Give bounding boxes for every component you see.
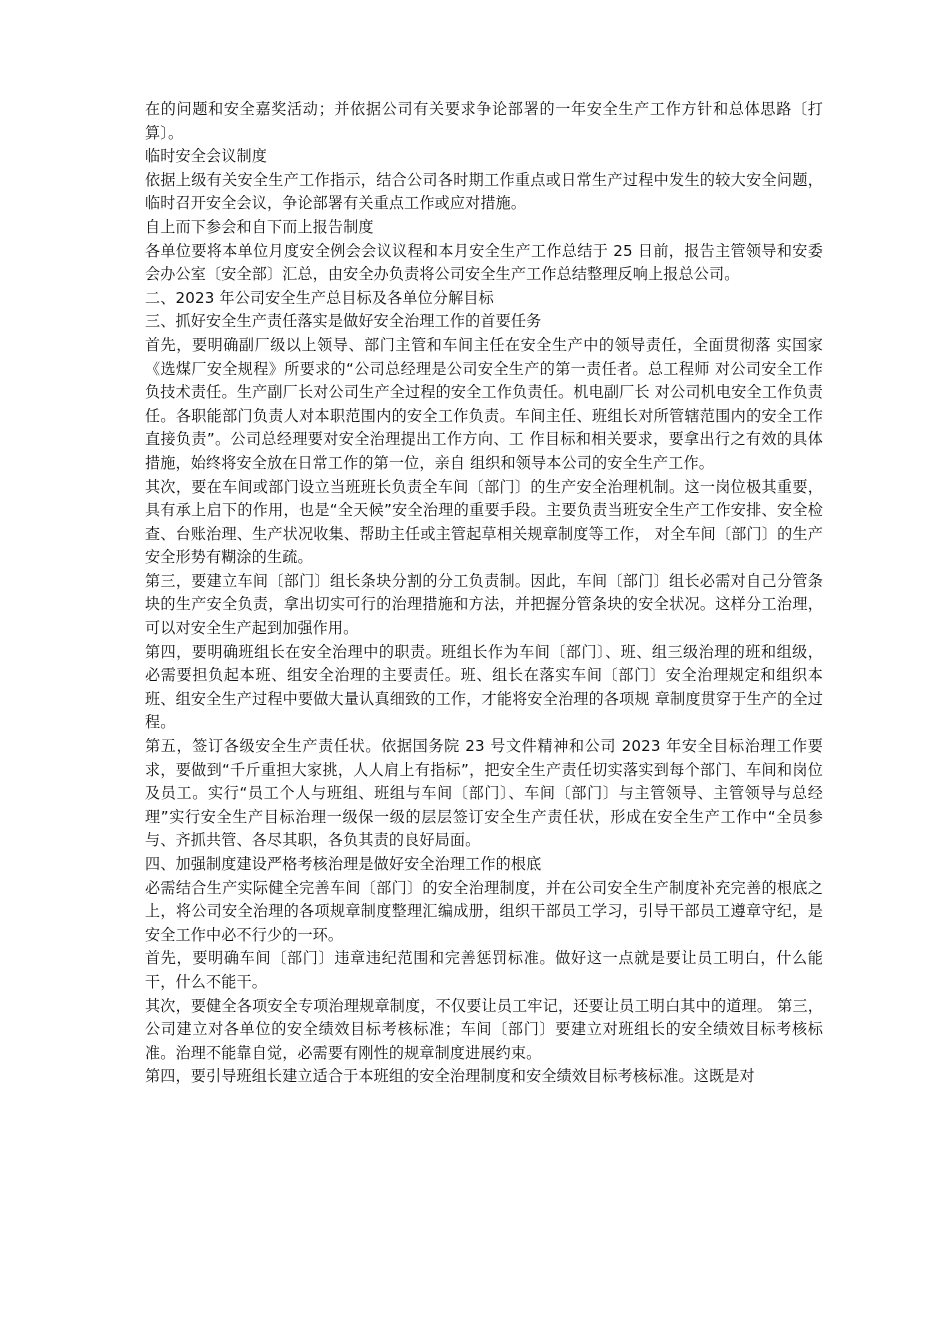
paragraph-first: 首先，要明确副厂级以上领导、部门主管和车间主任在安全生产中的领导责任，全面贯彻落 实国家《选煤厂安全规程》所要求的“公司总经理是公司安全生产的第一责任者。总工程师 对公司安全工作负技术责任。生产副厂长对公司生产全过程的安全工作负责任。机电副厂长 对公司机电安全工作负责任。各职能部门负责人对本职范围内的安全工作负责。车间主任、班组长对所管辖范围内的安全工作直接负责”。公司总经理要对安全治理提出工作方向、工 作目标和相关要求，要拿出行之有效的具体措施，始终将安全放在日常工作的第一位，亲自 组织和领导本公司的安全生产工作。 <box>145 335 823 472</box>
section-heading-4: 四、加强制度建设严格考核治理是做好安全治理工作的根底 <box>145 855 542 873</box>
paragraph-system-fourth: 第四，要引导班组长建立适合于本班组的安全治理制度和安全绩效目标考核标准。这既是对 <box>145 1067 755 1086</box>
heading-temporary-meeting: 临时安全会议制度 <box>145 147 267 166</box>
section-heading-2: 二、2023 年公司安全生产总目标及各单位分解目标 <box>145 288 494 307</box>
paragraph-system-first: 首先，要明确车间〔部门〕违章违纪范围和完善惩罚标准。做好这一点就是要让员工明白，什么能干，什么不能干。 <box>145 949 823 991</box>
paragraph-3: 各单位要将本单位月度安全例会会议议程和本月安全生产工作总结于 25 日前，报告主管领导和安委会办公室〔安全部〕汇总，由安全办负责将公司安全生产工作总结整理反响上报总公司。 <box>145 241 823 284</box>
paragraph-second: 其次，要在车间或部门设立当班班长负责全车间〔部门〕的生产安全治理机制。这一岗位极其重要，具有承上启下的作用，也是“全天候”安全治理的重要手段。主要负责当班安全生产工作安排、安全检查、台账治理、生产状况收集、帮助主任或主管起草相关规章制度等工作， 对全车间〔部门〕的生产安全形势有糊涂的生疏。 <box>145 477 823 567</box>
paragraph-fourth: 第四，要明确班组长在安全治理中的职责。班组长作为车间〔部门〕、班、组三级治理的班和组级，必需要担负起本班、组安全治理的主要责任。班、组长在落实车间〔部门〕安全治理规定和组织本班、组安全生产过程中要做大量认真细致的工作，才能将安全治理的各项规 章制度贯穿于生产的全过程。 <box>145 642 823 732</box>
section-heading-3: 三、抓好安全生产责任落实是做好安全治理工作的首要任务 <box>145 312 542 331</box>
paragraph-system-second-third: 其次，要健全各项安全专项治理规章制度，不仅要让员工牢记，还要让员工明白其中的道理。 第三，公司建立对各单位的安全绩效目标考核标准；车间〔部门〕要建立对班组长的安全绩效目标考核标准。治理不能靠自觉，必需要有刚性的规章制度进展约束。 <box>145 996 823 1062</box>
paragraph-1: 在的问题和安全嘉奖活动；并依据公司有关要求争论部署的一年安全生产工作方针和总体思路〔打算〕。 <box>145 100 823 142</box>
paragraph-2: 依据上级有关安全生产工作指示，结合公司各时期工作重点或日常生产过程中发生的较大安全问题，临时召开安全会议，争论部署有关重点工作或应对措施。 <box>145 170 823 213</box>
paragraph-third: 第三，要建立车间〔部门〕组长条块分割的分工负责制。因此，车间〔部门〕组长必需对自己分管条块的生产安全负责，拿出切实可行的治理措施和方法，并把握分管条块的安全状况。这样分工治理，可以对安全生产起到加强作用。 <box>145 571 823 638</box>
heading-reporting-system: 自上而下参会和自下而上报告制度 <box>145 217 374 236</box>
paragraph-fifth: 第五，签订各级安全生产责任状。依据国务院 23 号文件精神和公司 2023 年安全目标治理工作要求，要做到“千斤重担大家挑，人人肩上有指标”，把安全生产责任切实落实到每个部门、车间和岗位及员工。实行“员工个人与班组、班组与车间〔部门〕、车间〔部门〕与主管领导、主管领导与总经理”实行安全生产目标治理一级保一级的层层签订安全生产责任状，形成在安全生产工作中“全员参与、齐抓共管、各尽其职，各负其责的良好局面。 <box>145 737 823 850</box>
document-page <box>145 98 823 1089</box>
paragraph-system-building: 必需结合生产实际健全完善车间〔部门〕的安全治理制度，并在公司安全生产制度补充完善的根底之上，将公司安全治理的各项规章制度整理汇编成册，组织干部员工学习，引导干部员工遵章守纪，是安全工作中必不行少的一环。 <box>145 878 823 944</box>
